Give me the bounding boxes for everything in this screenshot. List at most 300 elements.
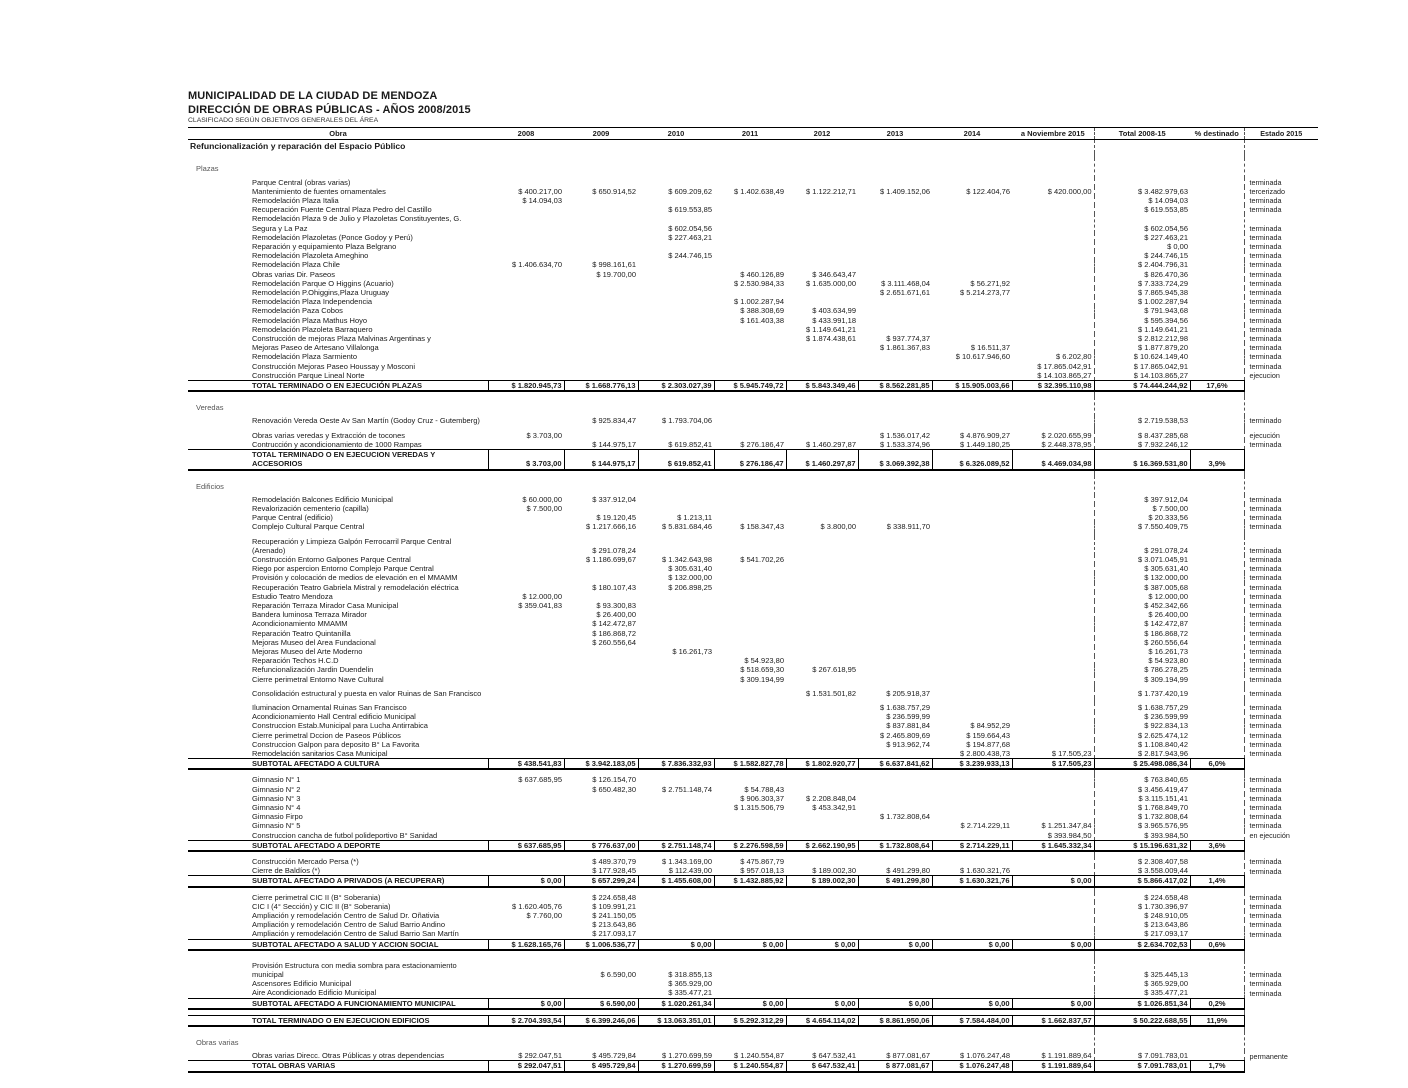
year-value-cell: $ 260.556,64 xyxy=(592,637,636,647)
year-value-cell xyxy=(488,334,564,343)
table-row xyxy=(188,440,1318,450)
obra-cell: TOTAL TERMINADO O EN EJECUCIÓN PLAZAS xyxy=(188,381,488,392)
year-value-cell: $ 1.793.704,06 xyxy=(661,416,712,426)
year-value-cell xyxy=(932,362,1012,371)
year-value-cell: $ 647.532,41 xyxy=(786,1061,858,1072)
year-value-cell: $ 1.820.945,73 xyxy=(488,381,564,392)
year-value-cell: $ 1.536.017,42 xyxy=(879,430,930,440)
year-value-cell: $ 2.714.229,11 xyxy=(960,821,1010,831)
year-value-cell xyxy=(1012,893,1094,902)
estado-cell: terminado xyxy=(1244,416,1318,425)
estado-cell xyxy=(1244,759,1318,770)
year-value-cell xyxy=(786,831,858,841)
total-cell: $ 7.932.246,12 xyxy=(1094,440,1190,450)
pct-cell xyxy=(1190,476,1244,495)
year-value-cell xyxy=(714,929,786,939)
year-value-cell: $ 495.729,84 xyxy=(592,1051,636,1061)
year-value-cell: $ 5.292.312,29 xyxy=(714,1015,786,1026)
year-value-cell xyxy=(1012,647,1094,656)
year-value-cell xyxy=(564,675,638,684)
estado-cell: terminada xyxy=(1244,316,1318,325)
report-sheet xyxy=(188,90,1338,1073)
pct-cell: 17,6% xyxy=(1190,381,1244,392)
table-row xyxy=(188,803,1318,812)
year-value-cell xyxy=(1012,803,1094,812)
year-value-cell xyxy=(714,629,786,638)
year-value-cell xyxy=(564,665,638,674)
obra-cell: Refuncionalización Jardin Duendelin xyxy=(252,665,374,675)
pct-cell xyxy=(1190,555,1244,564)
year-value-cell xyxy=(488,812,564,821)
year-value-cell xyxy=(786,893,858,902)
total-cell: $ 14.103.865,27 xyxy=(1094,371,1190,381)
year-value-cell: $ 400.217,00 xyxy=(518,186,562,196)
report-title: DIRECCIÓN DE OBRAS PÚBLICAS - AÑOS 2008/2015 xyxy=(188,104,471,116)
year-value-cell: $ 2.465.809,69 xyxy=(879,730,930,740)
org-title: MUNICIPALIDAD DE LA CIUDAD DE MENDOZA xyxy=(188,90,438,102)
year-value-cell: $ 158.347,43 xyxy=(740,522,784,532)
year-value-cell xyxy=(714,537,786,555)
total-cell: $ 2.817.943,96 xyxy=(1094,749,1190,759)
year-value-cell: $ 17.505,23 xyxy=(1051,748,1092,758)
year-value-cell: $ 998.161,61 xyxy=(592,260,636,270)
estado-cell: permanente xyxy=(1244,1051,1318,1061)
estado-cell xyxy=(1244,158,1318,177)
estado-cell: terminada xyxy=(1244,675,1318,684)
year-value-cell xyxy=(1012,416,1094,425)
year-value-cell xyxy=(564,362,638,371)
total-cell: $ 25.498.086,34 xyxy=(1094,759,1190,770)
year-value-cell: $ 0,00 xyxy=(714,998,786,1009)
year-value-cell: $ 433.991,18 xyxy=(812,315,856,325)
table-row xyxy=(188,260,1318,269)
estado-cell: terminada xyxy=(1244,343,1318,352)
year-value-cell xyxy=(932,233,1012,242)
year-value-cell xyxy=(858,988,932,998)
year-value-cell xyxy=(786,749,858,759)
year-value-cell xyxy=(786,297,858,306)
table-row xyxy=(188,831,1318,841)
obra-cell: SUBTOTAL AFECTADO A DEPORTE xyxy=(188,840,488,851)
year-value-cell: $ 186.868,72 xyxy=(592,628,636,638)
pct-cell xyxy=(1190,911,1244,920)
year-value-cell xyxy=(488,306,564,315)
year-value-cell xyxy=(1012,178,1094,187)
pct-cell xyxy=(1190,140,1244,154)
table-row xyxy=(188,929,1318,939)
year-value-cell: $ 1.240.554,87 xyxy=(714,1061,786,1072)
year-value-cell xyxy=(638,689,714,698)
table-row xyxy=(188,504,1318,513)
pct-cell xyxy=(1190,397,1244,416)
table-row xyxy=(188,416,1318,425)
year-value-cell xyxy=(714,601,786,610)
pct-cell xyxy=(1190,703,1244,712)
total-cell: $ 260.556,64 xyxy=(1094,638,1190,647)
year-value-cell xyxy=(488,416,564,425)
obra-cell: Consolidación estructural y puesta en valor Ruinas de San Francisco xyxy=(252,688,482,698)
estado-cell xyxy=(1244,450,1318,470)
year-value-cell: $ 180.107,43 xyxy=(592,582,636,592)
pct-cell xyxy=(1190,988,1244,998)
year-value-cell xyxy=(932,794,1012,803)
year-value-cell xyxy=(932,785,1012,794)
year-value-cell xyxy=(714,712,786,721)
year-value-cell xyxy=(786,573,858,582)
total-cell: $ 5.866.417,02 xyxy=(1094,876,1190,887)
total-cell: $ 1.768.849,70 xyxy=(1094,803,1190,812)
estado-cell: terminada xyxy=(1244,270,1318,279)
year-value-cell xyxy=(786,343,858,352)
column-header-2008: 2008 xyxy=(488,128,564,140)
pct-cell xyxy=(1190,1032,1244,1051)
year-value-cell: $ 3.239.933,13 xyxy=(932,759,1012,770)
year-value-cell xyxy=(714,325,786,334)
year-value-cell: $ 292.047,51 xyxy=(488,1061,564,1072)
estado-cell xyxy=(1244,140,1318,154)
year-value-cell xyxy=(1012,902,1094,911)
total-cell: $ 15.196.631,32 xyxy=(1094,840,1190,851)
total-row xyxy=(188,998,1318,1009)
year-value-cell xyxy=(1012,812,1094,821)
year-value-cell: $ 5.214.273,77 xyxy=(959,288,1010,298)
estado-cell: terminada xyxy=(1244,178,1318,187)
obra-cell: Bandera luminosa Terraza Mirador xyxy=(252,610,367,620)
year-value-cell: $ 650.914,52 xyxy=(592,186,636,196)
year-value-cell xyxy=(858,857,932,866)
year-value-cell: $ 236.599,99 xyxy=(886,712,930,722)
total-cell: $ 3.071.045,91 xyxy=(1094,555,1190,564)
year-value-cell xyxy=(1012,988,1094,998)
pct-cell xyxy=(1190,721,1244,730)
estado-cell: terminada xyxy=(1244,583,1318,592)
works-budget-table xyxy=(188,127,1318,1073)
table-row xyxy=(188,647,1318,656)
year-value-cell: $ 1.630.321,76 xyxy=(932,876,1012,887)
year-value-cell xyxy=(638,749,714,759)
column-header-2009: 2009 xyxy=(564,128,638,140)
year-value-cell xyxy=(638,893,714,902)
section-title-row xyxy=(188,140,1318,154)
year-value-cell: $ 189.002,30 xyxy=(786,876,858,887)
year-value-cell xyxy=(1012,564,1094,573)
total-cell: $ 74.444.244,92 xyxy=(1094,381,1190,392)
year-value-cell xyxy=(488,343,564,352)
year-value-cell xyxy=(638,504,714,513)
year-value-cell xyxy=(932,334,1012,343)
year-value-cell: $ 93.300,83 xyxy=(596,600,636,610)
total-cell: $ 20.333,56 xyxy=(1094,513,1190,522)
estado-cell: terminada xyxy=(1244,749,1318,759)
year-value-cell xyxy=(786,416,858,425)
year-value-cell xyxy=(564,352,638,361)
year-value-cell xyxy=(786,929,858,939)
year-value-cell: $ 619.852,41 xyxy=(638,450,714,470)
year-value-cell xyxy=(786,555,858,564)
estado-cell: terminada xyxy=(1244,260,1318,269)
total-cell: $ 10.624.149,40 xyxy=(1094,352,1190,361)
year-value-cell: $ 1.020.261,34 xyxy=(638,998,714,1009)
year-value-cell xyxy=(932,656,1012,665)
estado-cell: terminada xyxy=(1244,911,1318,920)
year-value-cell: $ 937.774,37 xyxy=(886,334,930,344)
year-value-cell: $ 1.251.347,84 xyxy=(1041,821,1092,831)
estado-cell: terminada xyxy=(1244,522,1318,531)
pct-cell xyxy=(1190,831,1244,841)
year-value-cell xyxy=(786,911,858,920)
year-value-cell xyxy=(858,583,932,592)
obra-cell: Renovación Vereda Oeste Av San Martín (Godoy Cruz - Gutemberg) xyxy=(252,416,480,426)
year-value-cell: $ 906.303,37 xyxy=(740,793,784,803)
year-value-cell xyxy=(714,979,786,988)
total-cell: $ 0,00 xyxy=(1094,242,1190,251)
year-value-cell xyxy=(786,260,858,269)
year-value-cell: $ 602.054,56 xyxy=(668,223,712,233)
year-value-cell: $ 4.469.034,98 xyxy=(1012,450,1094,470)
pct-cell xyxy=(1190,601,1244,610)
year-value-cell xyxy=(488,803,564,812)
table-row xyxy=(188,794,1318,803)
table-row xyxy=(188,362,1318,371)
year-value-cell: $ 0,00 xyxy=(1012,998,1094,1009)
year-value-cell xyxy=(1012,270,1094,279)
year-value-cell xyxy=(638,270,714,279)
pct-cell xyxy=(1190,251,1244,260)
year-value-cell xyxy=(1012,638,1094,647)
year-value-cell xyxy=(638,352,714,361)
total-cell: $ 8.437.285,68 xyxy=(1094,431,1190,440)
year-value-cell xyxy=(786,362,858,371)
year-value-cell xyxy=(858,260,932,269)
estado-cell: terminada xyxy=(1244,665,1318,674)
total-cell: $ 922.834,13 xyxy=(1094,721,1190,730)
year-value-cell xyxy=(1012,629,1094,638)
pct-cell: 3,6% xyxy=(1190,840,1244,851)
estado-cell: terminada xyxy=(1244,504,1318,513)
year-value-cell: $ 0,00 xyxy=(932,998,1012,1009)
year-value-cell xyxy=(714,251,786,260)
year-value-cell xyxy=(564,205,638,214)
year-value-cell: $ 1.635.000,00 xyxy=(805,278,856,288)
pct-cell xyxy=(1190,920,1244,929)
year-value-cell: $ 647.532,41 xyxy=(812,1051,856,1061)
year-value-cell: $ 318.855,13 xyxy=(668,970,712,980)
pct-cell xyxy=(1190,325,1244,334)
year-value-cell xyxy=(932,555,1012,564)
year-value-cell xyxy=(786,629,858,638)
pct-cell xyxy=(1190,731,1244,740)
year-value-cell: $ 7.836.332,93 xyxy=(638,759,714,770)
obra-cell: Acondicionamiento MMAMM xyxy=(252,619,348,629)
total-row xyxy=(188,876,1318,887)
year-value-cell xyxy=(714,583,786,592)
year-value-cell xyxy=(786,988,858,998)
obra-cell: Gimnasio N° 4 xyxy=(252,803,301,812)
year-value-cell xyxy=(786,495,858,504)
pct-cell: 6,0% xyxy=(1190,759,1244,770)
year-value-cell xyxy=(932,812,1012,821)
year-value-cell: $ 1.191.889,64 xyxy=(1012,1061,1094,1072)
year-value-cell xyxy=(932,988,1012,998)
year-value-cell: $ 0,00 xyxy=(786,939,858,950)
year-value-cell: $ 1.270.699,59 xyxy=(638,1061,714,1072)
year-value-cell xyxy=(932,537,1012,555)
pct-cell: 0,6% xyxy=(1190,939,1244,950)
year-value-cell xyxy=(932,371,1012,381)
year-value-cell: $ 132.000,00 xyxy=(668,573,712,583)
table-row xyxy=(188,656,1318,665)
year-value-cell: $ 1.449.180,25 xyxy=(959,439,1010,449)
year-value-cell: $ 2.704.393,54 xyxy=(488,1015,564,1026)
table-row xyxy=(188,749,1318,759)
year-value-cell: $ 10.617.946,60 xyxy=(955,352,1010,362)
year-value-cell: $ 161.403,38 xyxy=(740,315,784,325)
year-value-cell xyxy=(488,689,564,698)
total-cell: $ 7.091.783,01 xyxy=(1094,1051,1190,1061)
year-value-cell xyxy=(1012,712,1094,721)
year-value-cell xyxy=(932,979,1012,988)
estado-cell: terminada xyxy=(1244,334,1318,343)
table-row xyxy=(188,665,1318,674)
estado-cell: terminada xyxy=(1244,902,1318,911)
year-value-cell xyxy=(714,431,786,440)
year-value-cell: $ 495.729,84 xyxy=(564,1061,638,1072)
pct-cell xyxy=(1190,158,1244,177)
year-value-cell xyxy=(638,629,714,638)
year-value-cell: $ 2.276.598,59 xyxy=(714,840,786,851)
year-value-cell xyxy=(638,592,714,601)
year-value-cell xyxy=(786,902,858,911)
year-value-cell xyxy=(932,601,1012,610)
year-value-cell xyxy=(488,316,564,325)
year-value-cell xyxy=(564,306,638,315)
year-value-cell: $ 491.299,80 xyxy=(858,876,932,887)
year-value-cell xyxy=(786,656,858,665)
year-value-cell xyxy=(488,866,564,876)
table-row xyxy=(188,233,1318,242)
year-value-cell: $ 241.150,05 xyxy=(592,911,636,921)
column-header-2012: 2012 xyxy=(786,128,858,140)
total-cell: $ 2.404.796,31 xyxy=(1094,260,1190,269)
estado-cell: terminada xyxy=(1244,564,1318,573)
year-value-cell xyxy=(1012,929,1094,939)
table-row xyxy=(188,522,1318,531)
section-title: Refuncionalización y reparación del Espacio Público xyxy=(190,141,406,152)
year-value-cell xyxy=(858,362,932,371)
table-row xyxy=(188,721,1318,730)
obra-cell: Remodelación Plaza Chile xyxy=(252,260,340,270)
year-value-cell xyxy=(786,592,858,601)
total-cell: $ 291.078,24 xyxy=(1094,537,1190,555)
year-value-cell xyxy=(1012,325,1094,334)
year-value-cell xyxy=(714,775,786,784)
table-row xyxy=(188,205,1318,214)
year-value-cell xyxy=(932,573,1012,582)
year-value-cell xyxy=(638,619,714,628)
year-value-cell: $ 2.651.671,61 xyxy=(879,288,930,298)
obra-cell: SUBTOTAL AFECTADO A FUNCIONAMIENTO MUNICIPAL xyxy=(188,998,488,1009)
year-value-cell xyxy=(488,929,564,939)
year-value-cell xyxy=(638,260,714,269)
year-value-cell xyxy=(564,979,638,988)
year-value-cell: $ 0,00 xyxy=(1012,939,1094,950)
obra-cell: Recuperación Fuente Central Plaza Pedro del Castillo xyxy=(252,205,432,215)
year-value-cell xyxy=(488,794,564,803)
year-value-cell xyxy=(488,555,564,564)
year-value-cell xyxy=(932,893,1012,902)
year-value-cell xyxy=(786,703,858,712)
year-value-cell: $ 2.208.848,04 xyxy=(805,793,856,803)
obra-cell: Contrucción y acondicionamiento de 1000 Rampas xyxy=(252,439,422,449)
year-value-cell xyxy=(564,196,638,205)
year-value-cell: $ 359.041,83 xyxy=(518,600,562,610)
year-value-cell xyxy=(1012,297,1094,306)
year-value-cell xyxy=(564,794,638,803)
year-value-cell xyxy=(488,522,564,531)
total-cell: $ 142.472,87 xyxy=(1094,619,1190,628)
year-value-cell: $ 619.553,85 xyxy=(668,205,712,215)
year-value-cell: $ 1.630.321,76 xyxy=(959,866,1010,876)
year-value-cell xyxy=(1012,731,1094,740)
total-cell: $ 7.333.724,29 xyxy=(1094,279,1190,288)
year-value-cell: $ 491.299,80 xyxy=(886,866,930,876)
pct-cell xyxy=(1190,592,1244,601)
table-row xyxy=(188,979,1318,988)
year-value-cell xyxy=(858,233,932,242)
year-value-cell xyxy=(1012,214,1094,232)
year-value-cell xyxy=(1012,251,1094,260)
year-value-cell xyxy=(638,703,714,712)
year-value-cell: $ 292.047,51 xyxy=(518,1051,562,1061)
year-value-cell xyxy=(786,537,858,555)
year-value-cell xyxy=(1012,665,1094,674)
pct-cell xyxy=(1190,504,1244,513)
year-value-cell: $ 2.800.438,73 xyxy=(959,748,1010,758)
year-value-cell xyxy=(858,749,932,759)
year-value-cell: $ 244.746,15 xyxy=(668,251,712,261)
year-value-cell xyxy=(564,821,638,830)
obra-cell: Construcción Mercado Persa (*) xyxy=(252,857,359,867)
year-value-cell xyxy=(858,647,932,656)
table-row xyxy=(188,297,1318,306)
year-value-cell xyxy=(488,721,564,730)
year-value-cell xyxy=(858,214,932,232)
year-value-cell xyxy=(1012,288,1094,297)
year-value-cell xyxy=(932,703,1012,712)
year-value-cell: $ 0,00 xyxy=(638,939,714,950)
obra-cell: Obras varias Dir. Paseos xyxy=(252,269,335,279)
table-row xyxy=(188,242,1318,251)
year-value-cell xyxy=(932,564,1012,573)
estado-cell: ejecución xyxy=(1244,431,1318,440)
table-row xyxy=(188,334,1318,343)
year-value-cell: $ 7.760,00 xyxy=(526,911,562,921)
year-value-cell: $ 2.448.378,95 xyxy=(1041,439,1092,449)
year-value-cell xyxy=(786,961,858,979)
total-cell: $ 1.108.840,42 xyxy=(1094,740,1190,749)
year-value-cell: $ 2.530.984,33 xyxy=(733,278,784,288)
year-value-cell xyxy=(714,343,786,352)
pct-cell xyxy=(1190,334,1244,343)
year-value-cell xyxy=(638,495,714,504)
year-value-cell: $ 3.800,00 xyxy=(820,522,856,532)
year-value-cell: $ 1.315.506,79 xyxy=(733,803,784,812)
year-value-cell: $ 26.400,00 xyxy=(596,610,636,620)
estado-cell xyxy=(1244,1061,1318,1072)
estado-cell: terminada xyxy=(1244,893,1318,902)
year-value-cell: $ 159.664,43 xyxy=(966,730,1010,740)
year-value-cell: $ 6.326.089,52 xyxy=(932,450,1012,470)
